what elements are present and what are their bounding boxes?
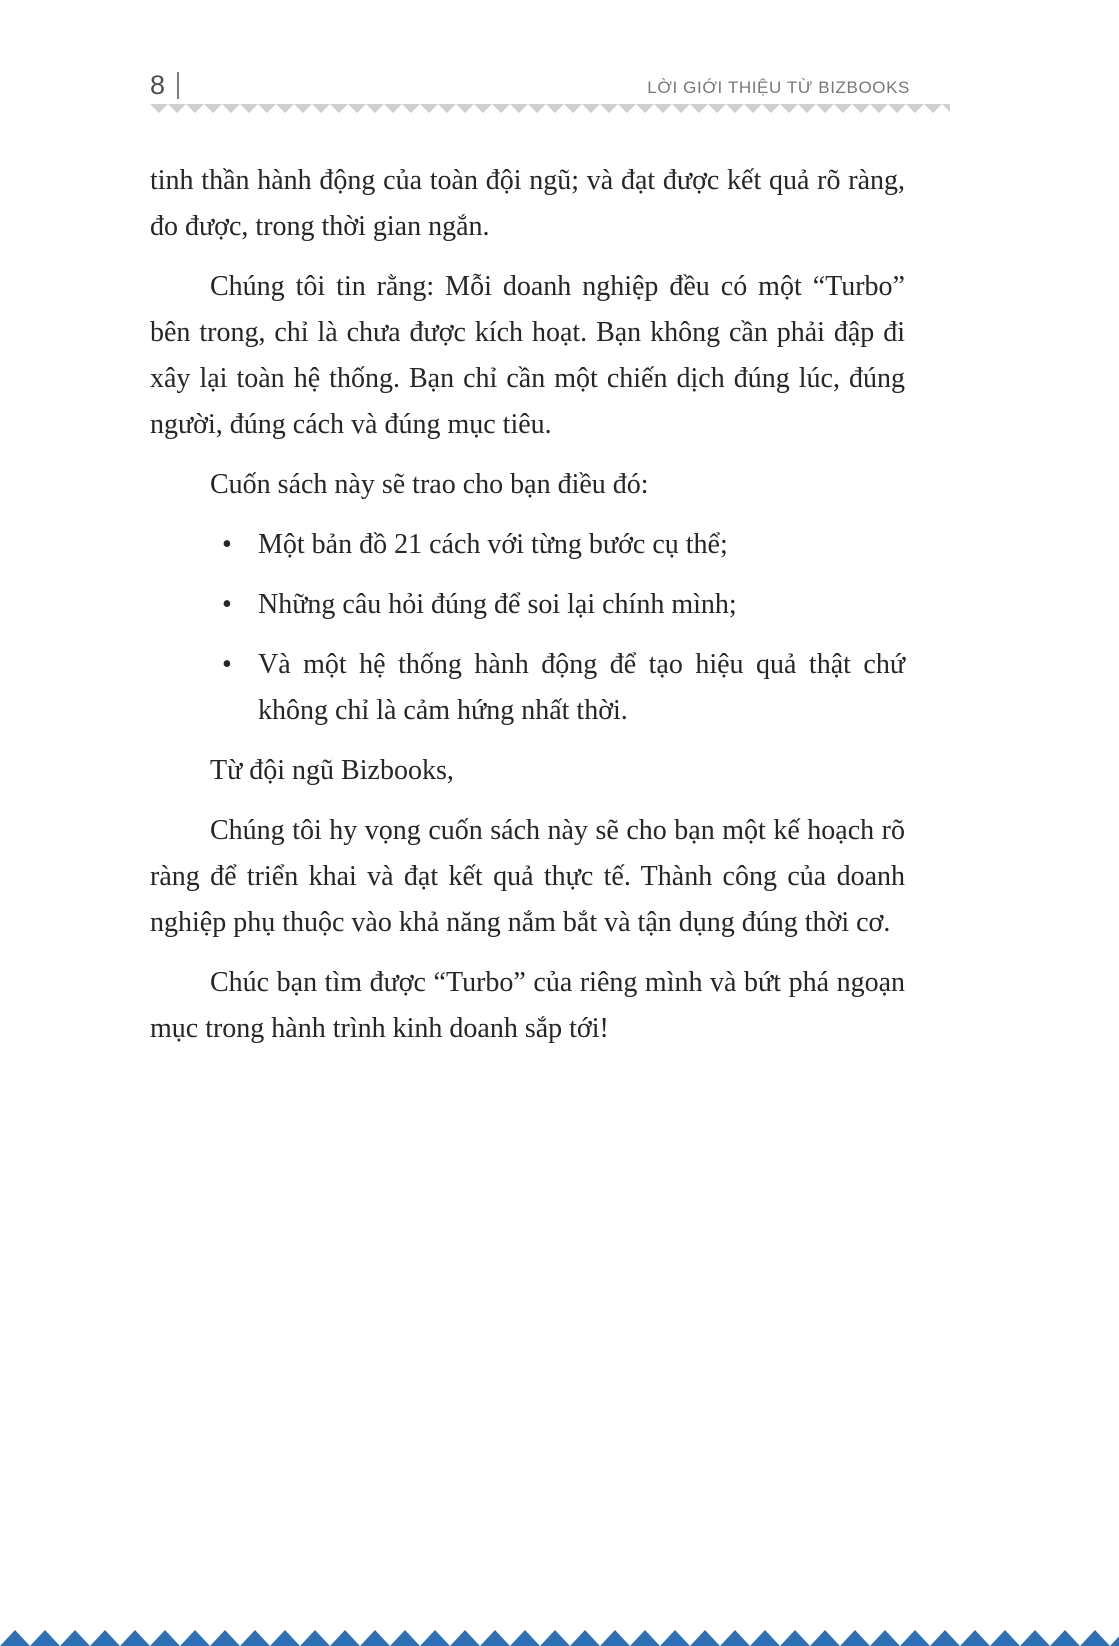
paragraph-hope: Chúng tôi hy vọng cuốn sách này sẽ cho bạn một kế hoạch rõ ràng để triển khai và đạt kết quả thực tế. Thành công của doanh nghiệp phụ thuộc vào khả năng nắm bắt và tận dụng đúng thời cơ. [150, 815, 905, 938]
bullet-item [150, 522, 905, 568]
page-number-divider [177, 72, 179, 99]
page-body [150, 158, 905, 1066]
bullet-marker: • [222, 529, 232, 560]
bullet-text: Một bản đồ 21 cách với từng bước cụ thể; [258, 529, 728, 560]
page-header [150, 72, 910, 99]
zigzag-divider-top [150, 104, 950, 113]
bullet-item [150, 582, 905, 628]
paragraph-belief: Chúng tôi tin rằng: Mỗi doanh nghiệp đều có một “Turbo” bên trong, chỉ là chưa được kích hoạt. Bạn không cần phải đập đi xây lại toàn hệ thống. Bạn chỉ cần một chiến dịch đúng lúc, đúng người, đúng cách và đúng mục tiêu. [150, 271, 905, 440]
zigzag-footer-decoration [0, 1630, 1119, 1646]
bullet-marker: • [222, 649, 232, 680]
paragraph-continuation: tinh thần hành động của toàn đội ngũ; và đạt được kết quả rõ ràng, đo được, trong thời gian ngắn. [150, 165, 905, 242]
bullet-item [150, 642, 905, 734]
page-number-group [150, 72, 179, 99]
bullet-marker: • [222, 589, 232, 620]
paragraph-wish: Chúc bạn tìm được “Turbo” của riêng mình và bứt phá ngoạn mục trong hành trình kinh doanh sắp tới! [150, 967, 905, 1044]
header-title: LỜI GIỚI THIỆU TỪ BIZBOOKS [647, 78, 910, 97]
paragraph-signoff: Từ đội ngũ Bizbooks, [210, 755, 454, 786]
bullet-text: Và một hệ thống hành động để tạo hiệu quả thật chứ không chỉ là cảm hứng nhất thời. [258, 649, 905, 726]
bullet-text: Những câu hỏi đúng để soi lại chính mình; [258, 589, 737, 620]
paragraph-book-offer: Cuốn sách này sẽ trao cho bạn điều đó: [210, 469, 649, 500]
bullet-list [150, 522, 905, 734]
page-number: 8 [150, 70, 166, 100]
